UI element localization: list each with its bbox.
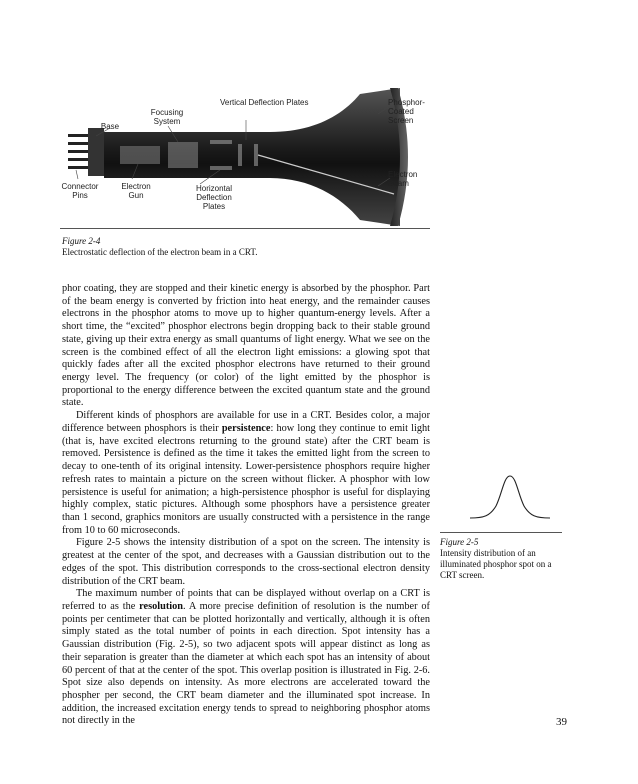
paragraph-4-part-a: The maximum number of points that can be displayed without overlap on a CRT is referred to as the [62,588,430,612]
figure-2-5-caption-text: Intensity distribution of an illuminated phosphor spot on a CRT screen. [440,548,552,580]
figure-2-5-title: Figure 2-5 [440,537,479,547]
paragraph-2-part-b: : how long they continue to emit light (that is, have excited electrons returning to the ground state) after the CRT beam is removed. Persistence is defined as the time it takes the emitted light from the screen to decay to one-tenth of its original intensity. Lower-persistence phosphors require higher refresh rates to maintain a picture on the screen without flicker. A phosphor with low persistence is useful for animation; a high-persistence phosphor is useful for displaying highly complex, static pictures. Although some phosphors have a persistence greater than 1 second, graphics monitors are usually constructed with a persistence in the range from 10 to 60 microseconds. [62,422,430,536]
label-base: Base [100,122,120,131]
gaussian-figure [470,470,550,522]
label-horizontal-deflection-plates: Horizontal Deflection Plates [195,184,232,211]
figure-2-4-caption-text: Electrostatic deflection of the electron beam in a CRT. [62,247,258,257]
label-electron-beam: Electron Beam [388,170,418,188]
paragraph-4 [62,588,430,728]
figure-2-5-caption [440,537,562,581]
page-number: 39 [556,716,567,728]
crt-diagram [60,84,440,234]
label-focusing-system: Focusing System [150,108,184,126]
focusing-system [168,142,198,168]
gaussian-curve-illustration [470,470,550,522]
term-persistence: persistence [221,422,271,434]
figure-2-4-caption [62,236,442,258]
paragraph-3: Figure 2-5 shows the intensity distribution of a spot on the screen. The intensity is greatest at the center of the spot, and decreases with a Gaussian distribution out to the edges of the spot. This distribution corresponds to the cross-sectional electron density distribution of the CRT beam. [62,537,430,587]
label-phosphor-coated-screen: Phosphor-Coated Screen [388,98,425,125]
connector-pins [68,134,90,169]
term-resolution: resolution [139,600,184,612]
figure-2-4-rule [60,228,430,229]
label-electron-gun: Electron Gun [121,182,151,200]
paragraph-1: phor coating, they are stopped and their kinetic energy is absorbed by the phosphor. Part of the beam energy is converted by friction into heat energy, and the remainder causes electrons in the phosphor atoms to move up to higher quantum-energy levels. After a short time, the “excited” phosphor electrons begin dropping back to their stable ground state, giving up their extra energy as small quantums of light energy. What we see on the screen is the combined effect of all the electron light emissions: a glowing spot that quickly fades after all the excited phosphor electrons have returned to their ground energy level. The frequency (or color) of the light emitted by the phosphor is proportional to the energy difference between the excited quantum state and the ground state. [62,283,430,409]
label-vertical-deflection-plates: Vertical Deflection Plates [220,98,309,107]
figure-2-5-rule [440,532,562,533]
gaussian-curve [470,476,550,518]
body-text [62,283,430,728]
paragraph-2 [62,410,430,537]
figure-2-4-title: Figure 2-4 [62,236,101,246]
tube-base [88,128,104,176]
paragraph-4-part-b: . A more precise definition of resolution is the number of points per centimeter that can be plotted horizontally and vertically, although it is often simply stated as the total number of points in each direction. Spot intensity has a Gaussian distribution (Fig. 2-5), so two adjacent spots will appear distinct as long as their separation is greater than the diameter at which each spot has an intensity of about 60 percent of that at the center of the spot. This overlap position is illustrated in Fig. 2-6. Spot size also depends on intensity. As more electrons are accelerated toward the phospher per second, the CRT beam diameter and the illuminated spot increase. In addition, the increased excitation energy tends to spread to neighboring phosphor atoms not directly in the [62,600,430,727]
electron-gun [120,146,160,164]
label-connector-pins: Connector Pins [61,182,99,200]
paragraph-2-part-a: Different kinds of phosphors are available for use in a CRT. Besides color, a major difference between phosphors is their [62,410,430,434]
